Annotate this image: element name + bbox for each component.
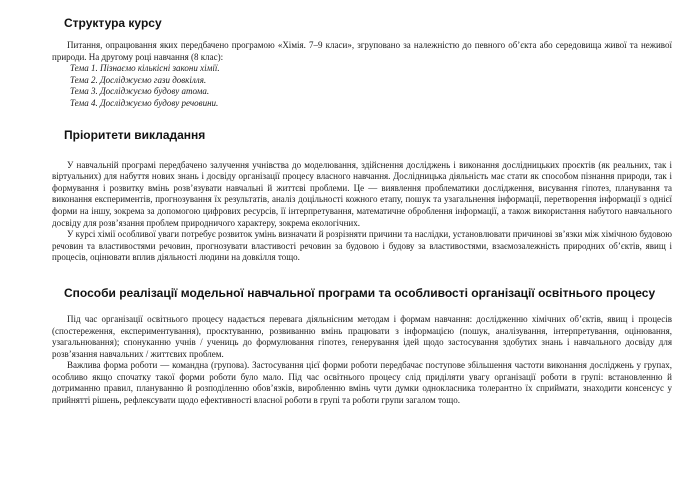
topic-list [52,63,672,109]
section-body [52,160,672,264]
section-intro-paragraph: Питання, опрацювання яких передбачено програмою «Хімія. 7–9 класи», згруповано за належністю до певного об’єкта або середовища живої та неживої природи. На другому році навчання (8 клас): [52,40,672,62]
topic-item: Тема 4. Досліджуємо будову речовини. [70,97,219,108]
body-paragraph: Важлива форма роботи — командна (групова). Застосування цієї форми роботи передбачає поступове збільшення частоти виконання досліджень у групах, особливо якщо спочатку такої форми роботи було мало. Під час освітнього процесу слід приділяти увагу організації роботи в групі: встановленню й дотриманню правил, плануванню й розподіленню обов’язків, виробленню вмінь чути думки однокласника толерантно їх сприймати, знаходити консенсус у прийнятті рішень, рефлексувати щодо ефективності власної роботи в групі та роботи групи загалом тощо. [52,360,672,406]
body-paragraph: У навчальній програмі передбачено залучення учнівства до моделювання, здійснення досліджень і виконання дослідницьких проєктів (як реальних, так і віртуальних) для набуття нових знань і досвіду організації процесу власного навчання. Дослідницька діяльність має стати як способом пізнання природи, так і формування і розвитку вмінь розв’язувати навчальні й життєві проблеми. Це — виявлення проблематики дослідження, висування гіпотез, планування та виконання експериментів, прогнозування їх результатів, аналіз доцільності кожного етапу, пошук та узагальнення інформації, перетворення інформації з однієї форми на іншу, зокрема за допомогою цифрових ресурсів, її інтерпретування, математичне оброблення інформації, а також використання набутого навчального досвіду для розв’язання проблем природничого характеру, зокрема екологічних. [52,159,672,228]
section-body [52,314,672,407]
section-title-implementation-methods: Способи реалізації модельної навчальної програми та особливості організації освітнього процесу [64,285,656,300]
body-paragraph: У курсі хімії особливої уваги потребує розвиток умінь визначати й розрізняти причини та наслідки, установлювати причинові зв’язки між хімічною будовою речовин та властивостями речовин, прогнозувати властивості речовин за будовою і будову за властивостями, взаємозалежність природних об’єктів, явищ і процесів, оцінювати вплив діяльності людини на довкілля тощо. [52,229,672,263]
section-title-teaching-priorities: Пріоритети викладання [64,127,206,142]
body-paragraph: Під час організації освітнього процесу надається перевага діяльнісним методам і формам навчання: дослідженню хімічних об’єктів, явищ і процесів (спостереження, експериментування), проєктуванню, розвиванню вмінь працювати з інформацією (пошук, аналізування, інтерпретування, оцінювання, узагальнювання); спонуканню учнів / учениць до формулювання гіпотез, генерування ідей щодо застосування здобутих знань і навчального досвіду для розв’язання навчальних / життєвих проблем. [52,313,672,359]
topic-item: Тема 3. Досліджуємо будову атома. [70,86,210,97]
topic-item: Тема 1. Пізнаємо кількісні закони хімії. [70,63,220,74]
section-title-course-structure: Структура курсу [64,16,162,30]
topic-item: Тема 2. Досліджуємо гази довкілля. [70,74,207,85]
